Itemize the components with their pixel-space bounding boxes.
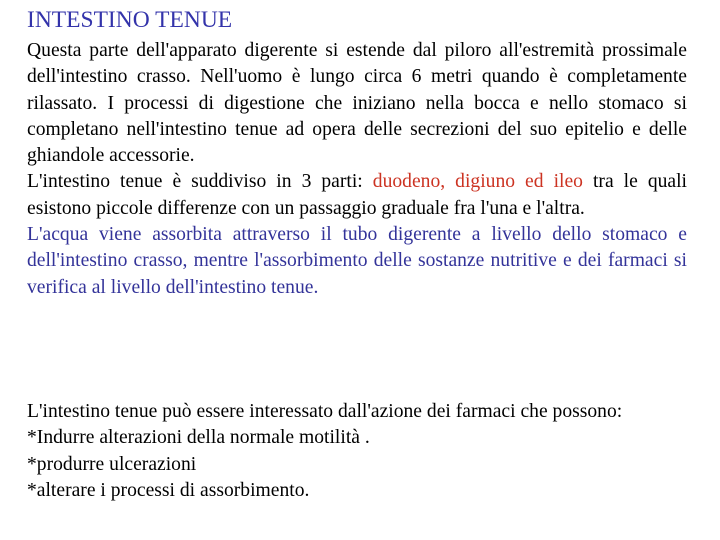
drugs-text-block — [27, 399, 687, 504]
page-title: INTESTINO TENUE — [27, 7, 233, 33]
list-item: *produrre ulcerazioni — [27, 453, 197, 475]
parts-paragraph — [27, 169, 687, 222]
absorption-paragraph: L'acqua viene assorbita attraverso il tubo digerente a livello dello stomaco e dell'intestino crasso, mentre l'assorbimento delle sostanze nutritive e dei farmaci si verifica al livello dell'intestino tenue. — [27, 224, 687, 298]
main-text-block — [27, 38, 687, 301]
parts-highlight: duodeno, digiuno ed ileo — [372, 171, 583, 193]
drugs-paragraph: L'intestino tenue può essere interessato dall'azione dei farmaci che possono: — [27, 401, 623, 422]
parts-text-before: L'intestino tenue è suddiviso in 3 parti: — [27, 171, 373, 193]
list-item: *alterare i processi di assorbimento. — [27, 479, 310, 501]
list-item: *Indurre alterazioni della normale motilità . — [27, 427, 370, 449]
intro-paragraph: Questa parte dell'apparato digerente si estende dal piloro all'estremità prossimale dell'intestino crasso. Nell'uomo è lungo circa 6 metri quando è completamente rilassato. I processi di digestione che iniziano nella bocca e nello stomaco si completano nell'intestino tenue ad opera delle secrezioni del suo epitelio e delle ghiandole accessorie. — [27, 40, 687, 167]
parts-text-after: tra le quali esistono piccole differenze con un passaggio graduale fra l'una e l'altra. — [27, 171, 687, 219]
